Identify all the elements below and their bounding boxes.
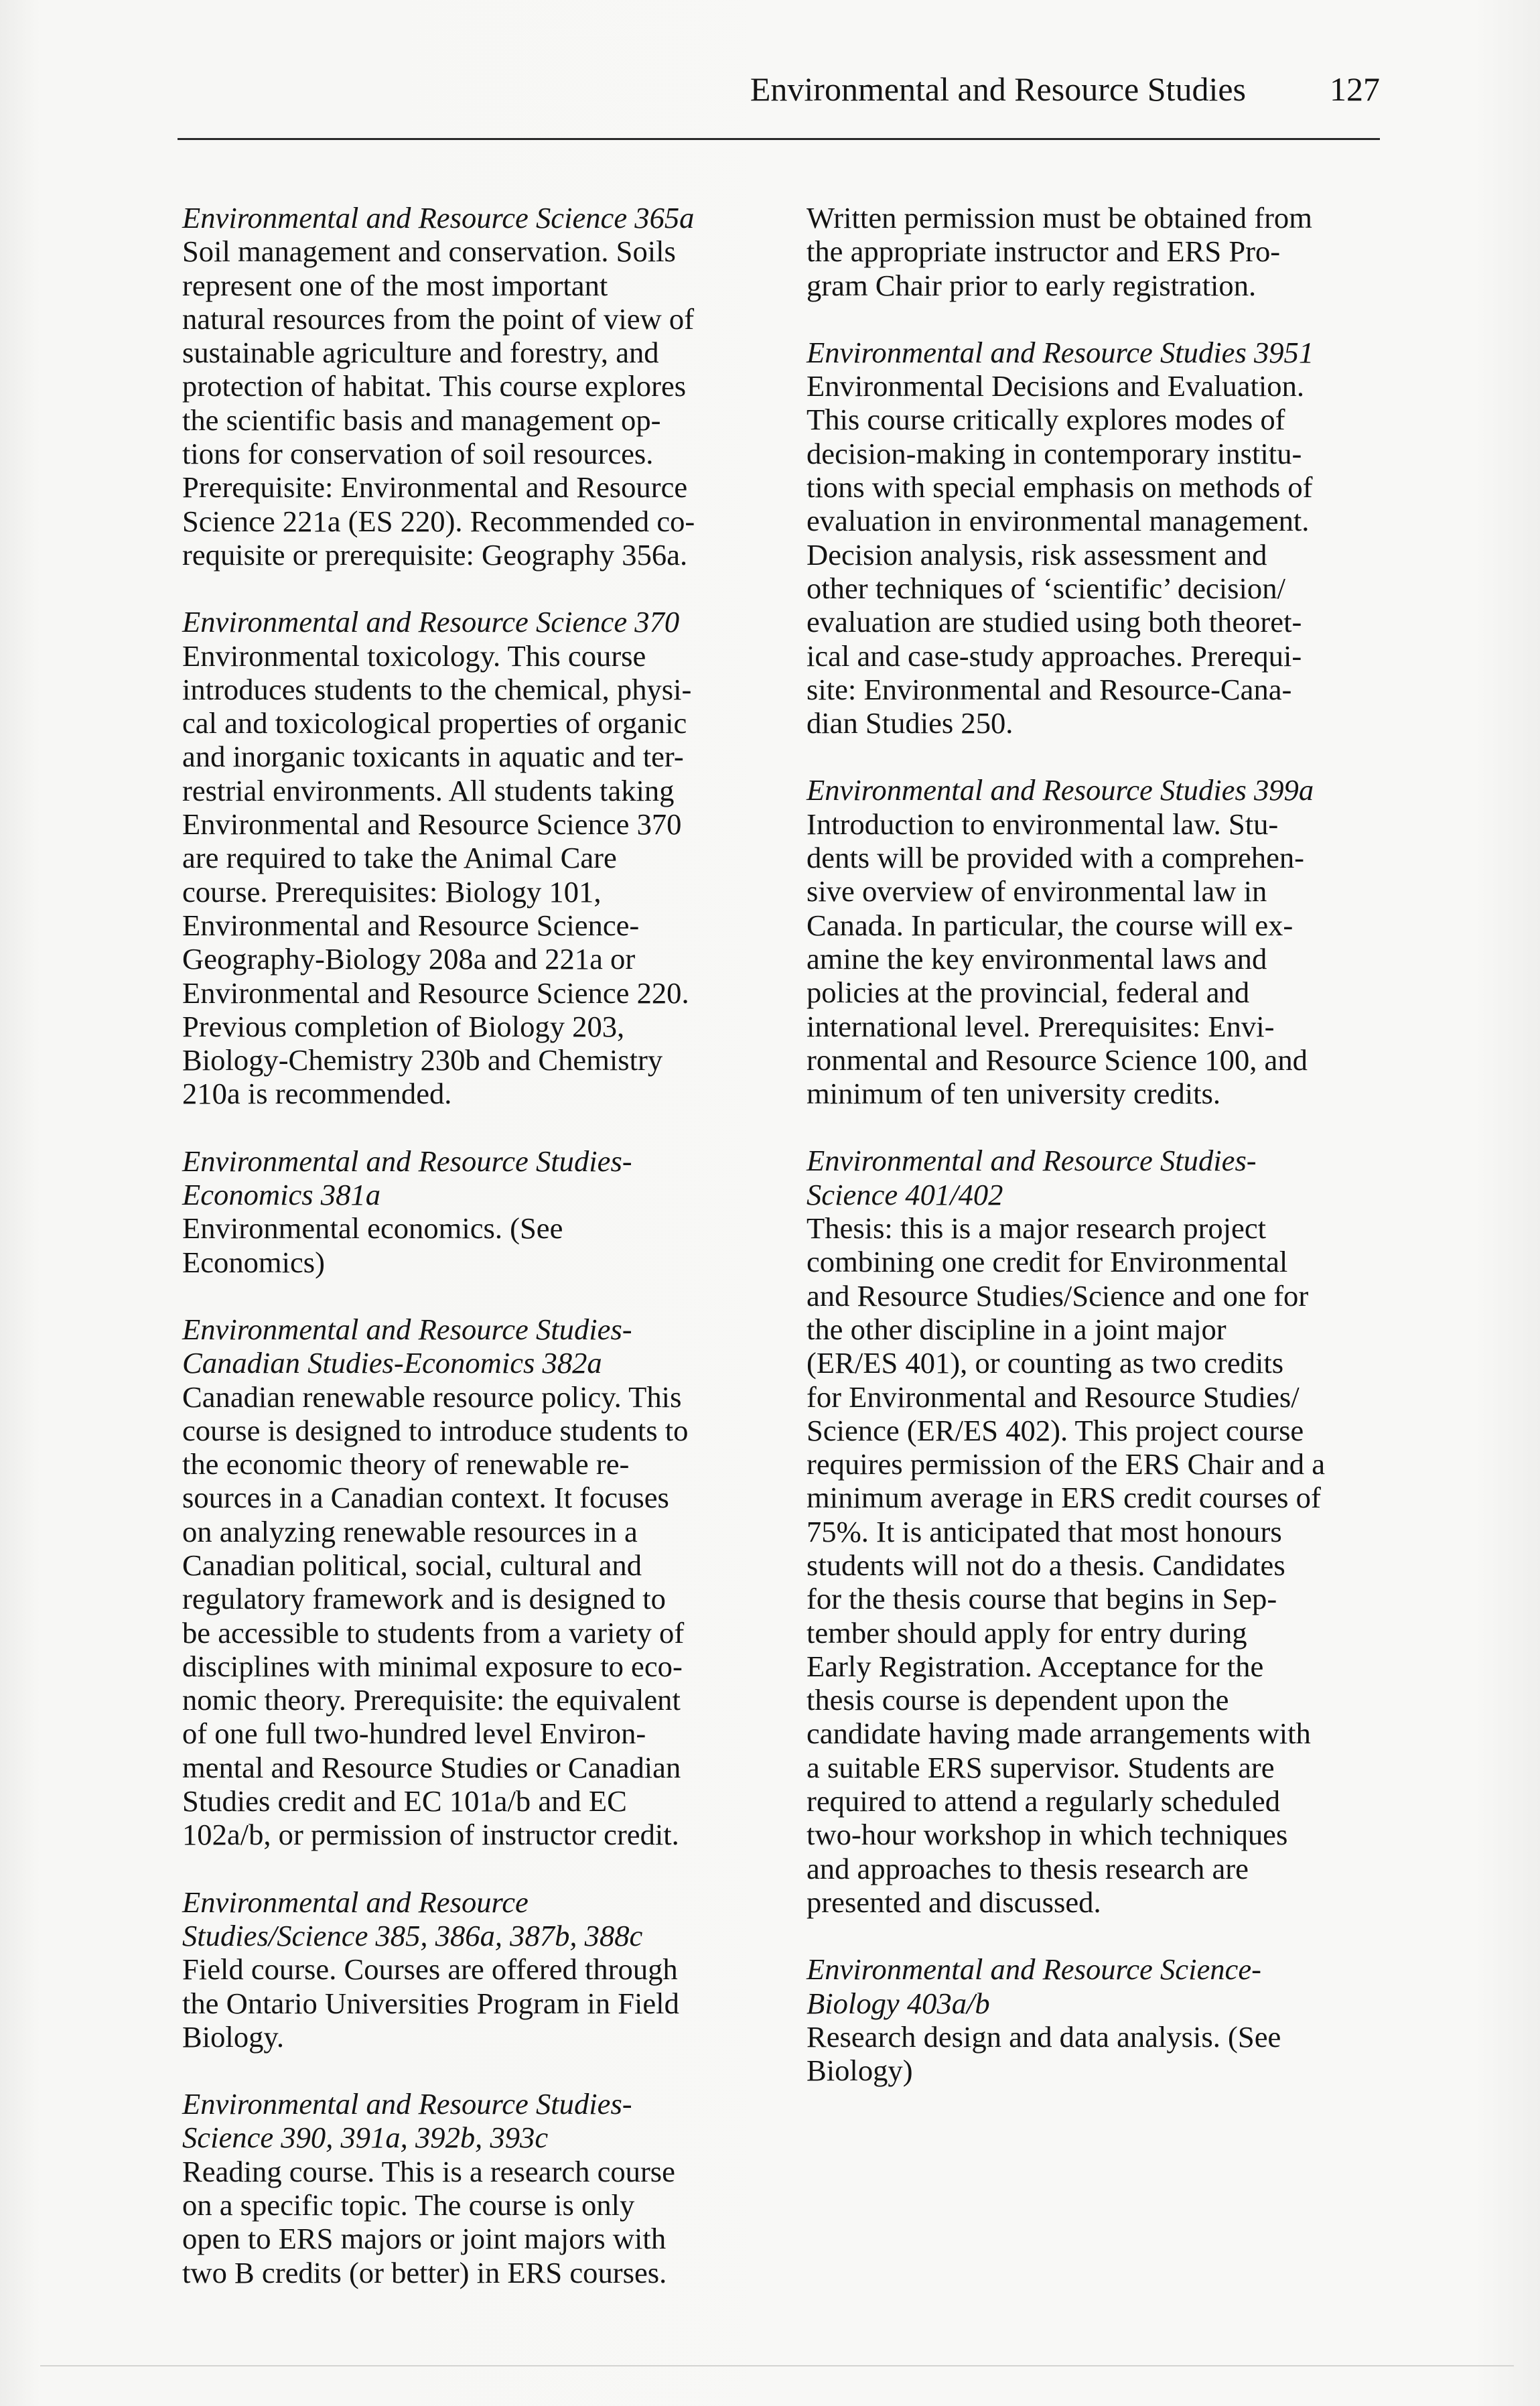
course-entry bbox=[807, 336, 1389, 740]
course-description-line: evaluation are studied using both theoret- bbox=[807, 605, 1302, 639]
course-description-line: This course critically explores modes of bbox=[807, 403, 1285, 437]
course-title: Environmental and Resource Studies- bbox=[807, 1144, 1257, 1178]
course-description-line: other techniques of ‘scientific’ decision/ bbox=[807, 571, 1285, 605]
course-description-line: on a specific topic. The course is only bbox=[182, 2188, 635, 2222]
course-description-line: Previous completion of Biology 203, bbox=[182, 1009, 625, 1043]
course-description-line: two B credits (or better) in ERS courses. bbox=[182, 2255, 667, 2289]
course-title: Economics 381a bbox=[182, 1178, 380, 1212]
course-description-line: sources in a Canadian context. It focuses bbox=[182, 1481, 669, 1515]
course-description-line: ronmental and Resource Science 100, and bbox=[807, 1043, 1308, 1077]
course-description-line: and Resource Studies/Science and one for bbox=[807, 1278, 1309, 1313]
course-description-line: Studies credit and EC 101a/b and EC bbox=[182, 1784, 627, 1818]
course-description-line: ical and case-study approaches. Prerequi- bbox=[807, 639, 1302, 673]
right-column bbox=[807, 201, 1389, 2121]
course-description-line: evaluation in environmental management. bbox=[807, 504, 1310, 538]
course-description-line: decision-making in contemporary institu- bbox=[807, 436, 1302, 470]
course-description-line: Environmental Decisions and Evaluation. bbox=[807, 369, 1305, 403]
course-description-line: are required to take the Animal Care bbox=[182, 841, 617, 875]
course-title: Environmental and Resource Studies 3951 bbox=[807, 335, 1314, 369]
course-description-line: restrial environments. All students taking bbox=[182, 773, 675, 807]
course-description-line: Canadian political, social, cultural and bbox=[182, 1548, 642, 1582]
course-title: Environmental and Resource Studies- bbox=[182, 2087, 632, 2121]
course-description-line: Canada. In particular, the course will ex- bbox=[807, 908, 1293, 942]
course-title: Environmental and Resource Studies- bbox=[182, 1144, 632, 1178]
course-description-line: candidate having made arrangements with bbox=[807, 1717, 1311, 1751]
course-description-line: 102a/b, or permission of instructor credit. bbox=[182, 1818, 679, 1852]
course-title: Biology 403a/b bbox=[807, 1986, 990, 2020]
course-description-line: tions for conservation of soil resources. bbox=[182, 437, 654, 471]
course-description-line: the scientific basis and management op- bbox=[182, 403, 661, 437]
course-description-line: Science 221a (ES 220). Recommended co- bbox=[182, 504, 695, 538]
course-description-line: disciplines with minimal exposure to eco- bbox=[182, 1649, 683, 1683]
course-description-line: Written permission must be obtained from bbox=[807, 201, 1312, 235]
course-title: Studies/Science 385, 386a, 387b, 388c bbox=[182, 1918, 643, 1952]
course-entry bbox=[182, 1313, 765, 1852]
course-description-line: on analyzing renewable resources in a bbox=[182, 1514, 638, 1548]
course-description-line: Environmental and Resource Science 370 bbox=[182, 807, 682, 842]
course-title: Environmental and Resource bbox=[182, 1885, 529, 1919]
course-description-line: Thesis: this is a major research project bbox=[807, 1211, 1267, 1246]
course-description-line: regulatory framework and is designed to bbox=[182, 1582, 666, 1616]
course-description-line: sive overview of environmental law in bbox=[807, 874, 1267, 909]
course-description-line: Early Registration. Acceptance for the bbox=[807, 1649, 1264, 1683]
course-description-line: Soil management and conservation. Soils bbox=[182, 235, 676, 269]
course-entry bbox=[182, 1144, 765, 1279]
course-description-line: Field course. Courses are offered through bbox=[182, 1952, 678, 1987]
course-description-line: combining one credit for Environmental bbox=[807, 1245, 1288, 1279]
course-description-line: policies at the provincial, federal and bbox=[807, 976, 1250, 1010]
course-description-line: students will not do a thesis. Candidates bbox=[807, 1548, 1285, 1582]
course-description-line: amine the key environmental laws and bbox=[807, 941, 1267, 976]
course-description-line: Biology. bbox=[182, 2019, 284, 2054]
course-description-line: for the thesis course that begins in Sep- bbox=[807, 1582, 1277, 1616]
course-title: Science 390, 391a, 392b, 393c bbox=[182, 2121, 549, 2155]
course-description-line: represent one of the most important bbox=[182, 268, 608, 302]
course-description-line: the appropriate instructor and ERS Pro- bbox=[807, 235, 1281, 269]
course-description-line: tions with special emphasis on methods of bbox=[807, 470, 1313, 505]
course-description-line: requires permission of the ERS Chair and a bbox=[807, 1447, 1326, 1481]
course-description-line: Reading course. This is a research course bbox=[182, 2154, 675, 2188]
course-description-line: the economic theory of renewable re- bbox=[182, 1447, 630, 1481]
course-description-line: be accessible to students from a variety of bbox=[182, 1615, 685, 1650]
course-description-line: sustainable agriculture and forestry, and bbox=[182, 336, 659, 370]
header-title: Environmental and Resource Studies bbox=[750, 70, 1246, 108]
course-description-line: a suitable ERS supervisor. Students are bbox=[807, 1750, 1275, 1784]
course-title: Environmental and Resource Science- bbox=[807, 1952, 1261, 1987]
course-title: Environmental and Resource Studies- bbox=[182, 1312, 632, 1346]
course-entry bbox=[182, 201, 765, 572]
course-description-line: course is designed to introduce students to bbox=[182, 1413, 689, 1447]
course-description-line: and inorganic toxicants in aquatic and ter- bbox=[182, 740, 684, 774]
course-description-line: Introduction to environmental law. Stu- bbox=[807, 807, 1279, 841]
course-description-line: Biology-Chemistry 230b and Chemistry bbox=[182, 1043, 663, 1077]
course-description-line: introduces students to the chemical, physi- bbox=[182, 672, 692, 706]
course-title: Environmental and Resource Science 370 bbox=[182, 605, 680, 639]
course-description-line: 75%. It is anticipated that most honours bbox=[807, 1514, 1282, 1548]
course-description-line: the Ontario Universities Program in Field bbox=[182, 1986, 679, 2020]
course-description-line: Research design and data analysis. (See bbox=[807, 2019, 1281, 2054]
course-title: Environmental and Resource Science 365a bbox=[182, 201, 695, 235]
course-description-line: nomic theory. Prerequisite: the equivalent bbox=[182, 1683, 681, 1717]
course-description-line: international level. Prerequisites: Envi- bbox=[807, 1009, 1275, 1043]
course-description-line: (ER/ES 401), or counting as two credits bbox=[807, 1346, 1284, 1380]
page-number: 127 bbox=[1330, 70, 1380, 108]
course-entry bbox=[182, 2087, 765, 2289]
course-description-line: Environmental and Resource Science- bbox=[182, 908, 640, 942]
course-description-line: tember should apply for entry during bbox=[807, 1615, 1247, 1650]
course-title: Environmental and Resource Studies 399a bbox=[807, 773, 1314, 807]
course-description-line: and approaches to thesis research are bbox=[807, 1851, 1249, 1885]
course-description-line: Science (ER/ES 402). This project course bbox=[807, 1413, 1304, 1447]
course-description-line: required to attend a regularly scheduled bbox=[807, 1784, 1281, 1818]
course-description-line: Prerequisite: Environmental and Resource bbox=[182, 470, 688, 505]
header-rule bbox=[178, 138, 1380, 140]
course-description-line: course. Prerequisites: Biology 101, bbox=[182, 874, 602, 909]
course-description-line: dents will be provided with a comprehen- bbox=[807, 841, 1305, 875]
page-edge-line bbox=[40, 2365, 1514, 2366]
course-description-line: of one full two-hundred level Environ- bbox=[182, 1717, 646, 1751]
course-description-line: open to ERS majors or joint majors with bbox=[182, 2222, 667, 2256]
course-description-line: natural resources from the point of view of bbox=[182, 302, 695, 336]
course-description-line: thesis course is dependent upon the bbox=[807, 1683, 1229, 1717]
course-entry bbox=[807, 773, 1389, 1110]
course-description-line: 210a is recommended. bbox=[182, 1077, 452, 1111]
course-description-line: requisite or prerequisite: Geography 356a. bbox=[182, 537, 688, 572]
course-description-line: Environmental economics. (See bbox=[182, 1211, 563, 1246]
course-description-line: the other discipline in a joint major bbox=[807, 1312, 1227, 1346]
course-description-line: Biology) bbox=[807, 2054, 913, 2088]
course-description-line: site: Environmental and Resource-Cana- bbox=[807, 672, 1292, 706]
course-description-line: Environmental toxicology. This course bbox=[182, 639, 646, 673]
course-description-line: Decision analysis, risk assessment and bbox=[807, 537, 1267, 572]
course-description-line: mental and Resource Studies or Canadian bbox=[182, 1750, 681, 1784]
course-description-line: two-hour workshop in which techniques bbox=[807, 1818, 1288, 1852]
course-title: Science 401/402 bbox=[807, 1177, 1003, 1211]
course-entry bbox=[182, 605, 765, 1110]
course-entry bbox=[807, 1952, 1389, 2087]
running-header bbox=[178, 59, 1380, 126]
course-description-line: minimum average in ERS credit courses of bbox=[807, 1481, 1321, 1515]
course-description-line: Geography-Biology 208a and 221a or bbox=[182, 942, 636, 976]
course-description-line: cal and toxicological properties of organic bbox=[182, 706, 687, 740]
course-description-line: minimum of ten university credits. bbox=[807, 1077, 1221, 1111]
course-entry bbox=[182, 1885, 765, 2054]
course-entry bbox=[807, 1144, 1389, 1919]
course-description-line: protection of habitat. This course explores bbox=[182, 369, 687, 403]
course-description-line: dian Studies 250. bbox=[807, 706, 1013, 740]
course-description-line: presented and discussed. bbox=[807, 1885, 1101, 1919]
course-description-line: for Environmental and Resource Studies/ bbox=[807, 1380, 1300, 1414]
course-entry bbox=[807, 201, 1389, 302]
course-description-line: gram Chair prior to early registration. bbox=[807, 268, 1257, 302]
course-description-line: Canadian renewable resource policy. This bbox=[182, 1380, 682, 1414]
course-description-line: Economics) bbox=[182, 1245, 325, 1279]
course-description-line: Environmental and Resource Science 220. bbox=[182, 976, 689, 1010]
left-column bbox=[182, 201, 765, 2323]
course-title: Canadian Studies-Economics 382a bbox=[182, 1346, 602, 1380]
